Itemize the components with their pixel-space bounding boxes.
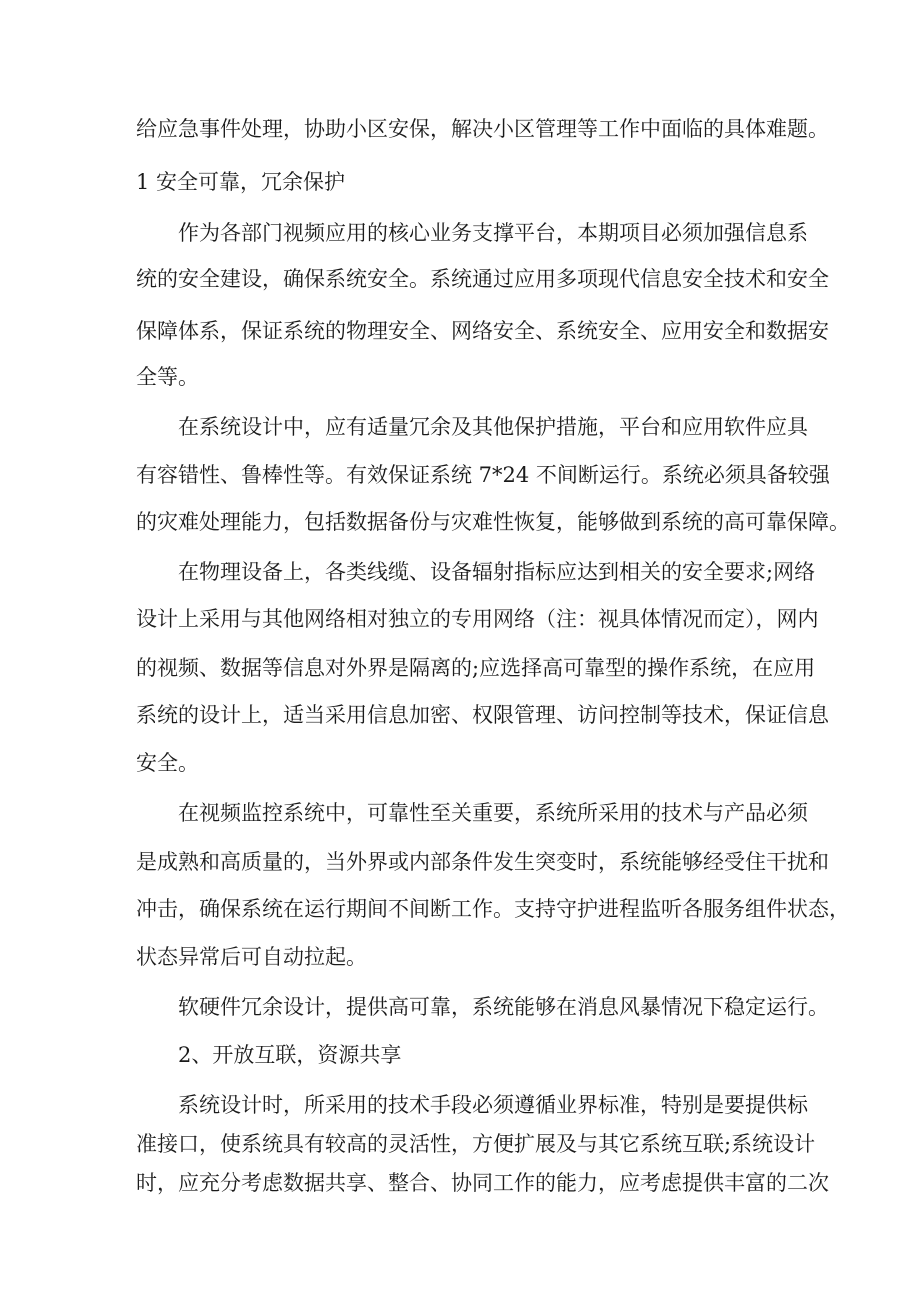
- text-line: 安全。: [136, 751, 199, 775]
- text-line: 准接口，使系统具有较高的灵活性，方便扩展及与其它系统互联;系统设计: [136, 1132, 816, 1156]
- text-line: 冲击，确保系统在运行期间不间断工作。支持守护进程监听各服务组件状态，: [136, 897, 850, 921]
- text-line: 作为各部门视频应用的核心业务支撑平台，本期项目必须加强信息系: [178, 221, 808, 245]
- text-line: 状态异常后可自动拉起。: [136, 945, 367, 969]
- text-line: 设计上采用与其他网络相对独立的专用网络（注：视具体情况而定），网内: [136, 607, 819, 631]
- text-line: 的视频、数据等信息对外界是隔离的;应选择高可靠型的操作系统，在应用: [136, 656, 816, 680]
- text-line: 有容错性、鲁棒性等。有效保证系统 7*24 不间断运行。系统必须具备较强: [136, 463, 830, 487]
- text-line: 是成熟和高质量的，当外界或内部条件发生突变时，系统能够经受住干扰和: [136, 850, 829, 874]
- text-line: 在系统设计中，应有适量冗余及其他保护措施，平台和应用软件应具: [178, 415, 808, 439]
- text-line: 系统的设计上，适当采用信息加密、权限管理、访问控制等技术，保证信息: [136, 703, 829, 727]
- text-line: 在物理设备上，各类线缆、设备辐射指标应达到相关的安全要求;网络: [178, 560, 816, 584]
- text-line: 保障体系，保证系统的物理安全、网络安全、系统安全、应用安全和数据安: [136, 319, 829, 343]
- text-line: 给应急事件处理，协助小区安保，解决小区管理等工作中面临的具体难题。: [136, 117, 829, 141]
- heading-open-interconnect: 2、开放互联，资源共享: [178, 1043, 402, 1067]
- text-line: 在视频监控系统中，可靠性至关重要，系统所采用的技术与产品必须: [178, 801, 808, 825]
- text-line: 软硬件冗余设计，提供高可靠，系统能够在消息风暴情况下稳定运行。: [178, 995, 829, 1019]
- text-line: 的灾难处理能力，包括数据备份与灾难性恢复，能够做到系统的高可靠保障。: [136, 510, 850, 534]
- text-line: 统的安全建设，确保系统安全。系统通过应用多项现代信息安全技术和安全: [136, 267, 829, 291]
- heading-safety: 1 安全可靠，冗余保护: [136, 170, 346, 194]
- text-line: 时，应充分考虑数据共享、整合、协同工作的能力，应考虑提供丰富的二次: [136, 1171, 829, 1195]
- text-line: 系统设计时，所采用的技术手段必须遵循业界标准，特别是要提供标: [178, 1093, 808, 1117]
- text-line: 全等。: [136, 365, 199, 389]
